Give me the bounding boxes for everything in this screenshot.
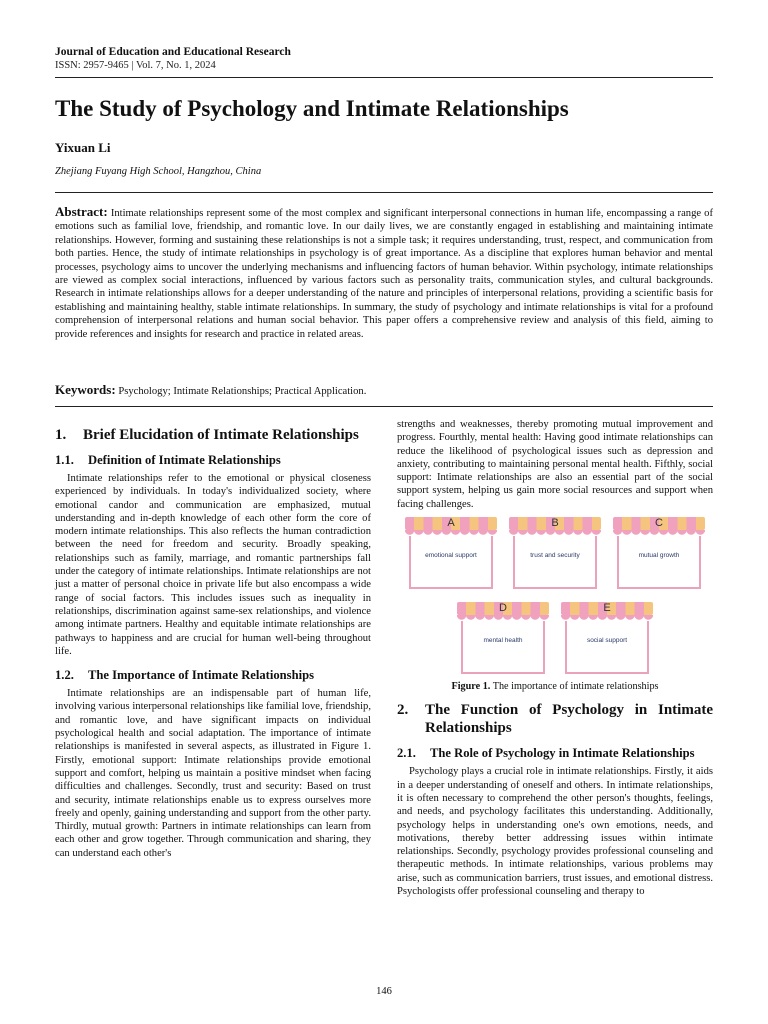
journal-header <box>55 45 713 72</box>
author-affiliation: Zhejiang Fuyang High School, Hangzhou, China <box>55 166 262 177</box>
figure-booth-b-label: trust and security <box>530 552 580 560</box>
keywords <box>55 382 713 398</box>
section-2-1-title: The Role of Psychology in Intimate Relationships <box>430 746 695 761</box>
figure-booth-d-label: mental health <box>483 637 523 645</box>
figure-1-caption <box>397 680 713 693</box>
figure-booth-a-label: emotional support <box>425 552 477 560</box>
figure-booth-a-letter: A <box>447 517 455 530</box>
section-1-2-text: Intimate relationships are an indispensable part of human life, involving various interpersonal relationships like familial love, friendship, and romantic love, and have significant impacts on individual psychological health and social adaptation. The importance of intimate relationships is manifested in several aspects, as illustrated in Figure 1. Firstly, emotional support: Intimate relationships provide emotional support and comfort, helping us maintain a positive mindset when facing difficulties and challenges. Secondly, trust and security: Based on trust and security, intimate relationships enable us to express ourselves more freely and openly, gaining understanding and support from the other party. Thirdly, mutual growth: Partners in intimate relationships can learn from each other and grow together. Through communication and sharing, they can understand each other's <box>55 688 371 859</box>
figure-1 <box>397 517 713 677</box>
figure-booth-b <box>509 517 601 590</box>
abstract-text: Intimate relationships represent some of the most complex and significant interpersonal connections in human life, encompassing a range of emotions such as familial love, friendship, and romantic love. In our daily lives, we are constantly engaged in establishing and maintaining intimate relationships. However, forming and sustaining these relationships is not a simple task; it requires understanding, trust, respect, and communication from both parties. Hence, the study of intimate relationships in psychology is of great importance. As a discipline that explores human behavior and mental processes, psychology aims to uncover the underlying mechanisms and influencing factors of human behavior. Within psychology, intimate relationships are viewed as complex social interactions, influenced by various factors such as personality traits, communication styles, and cultural backgrounds. Research in intimate relationships allows for a deeper understanding of the nature and principles of interpersonal relations, providing a scientific basis for establishing and maintaining healthy, stable intimate relationships. In summary, the study of psychology and intimate relationships is vital for a profound comprehension of interpersonal relations and human social behavior. This paper offers a comprehensive review and analysis of this field, aiming to provide references and insights for research and practice in related areas. <box>55 208 713 340</box>
keywords-divider <box>55 406 713 407</box>
figure-booth-e-letter: E <box>603 602 611 615</box>
figure-booth-c <box>613 517 705 590</box>
header-divider <box>55 77 713 78</box>
section-1-2-text-continued: strengths and weaknesses, thereby promoting mutual improvement and progress. Fourthly, mental health: Having good intimate relationships can reduce the likelihood of psychological issues such as depression and anxiety, contributing to maintaining personal mental health. Fifthly, social support: Intimate relationships are also an essential part of the social support system, helping us gain more social resources and support when facing challenges. <box>397 419 713 510</box>
section-1-number: 1. <box>55 427 67 443</box>
section-1-title: Brief Elucidation of Intimate Relationships <box>83 427 359 443</box>
section-1-heading <box>55 426 371 444</box>
section-2-heading <box>397 701 713 737</box>
right-column <box>397 418 713 898</box>
section-1-2-title: The Importance of Intimate Relationships <box>88 668 314 683</box>
figure-booth-c-label: mutual growth <box>638 552 680 560</box>
figure-caption-text: The importance of intimate relationships <box>492 681 659 693</box>
figure-booth-e <box>561 602 653 675</box>
section-2-title: The Function of Psychology in Intimate Relationships <box>425 702 713 737</box>
figure-booth-a <box>405 517 497 590</box>
title-divider <box>55 192 713 193</box>
figure-booth-b-letter: B <box>551 517 559 530</box>
keywords-label: Keywords: <box>55 382 116 397</box>
left-column <box>55 426 371 860</box>
section-2-1-number: 2.1. <box>397 746 416 761</box>
abstract <box>55 205 713 341</box>
abstract-label: Abstract: <box>55 204 108 219</box>
figure-booth-c-letter: C <box>655 517 663 530</box>
section-1-2-number: 1.2. <box>55 668 74 683</box>
figure-booth-e-label: social support <box>586 637 628 645</box>
section-1-2-heading <box>55 667 371 683</box>
section-1-1-text: Intimate relationships refer to the emotional or physical closeness experienced by individuals. In today's individualized society, where emotional candor and communication are emphasized, mutual understanding and in-depth knowledge of each other form the core of modern intimate relationships. This also reflects the human contradiction between the need for freedom and security. Broadly speaking, relationships such as family, marriage, and romantic partnerships fall under the category of intimate relationships. Intimate relationships are not just a matter of personal choice in private life but also encompass a wide range of social factors. This includes issues such as inequality in relationships, discrimination against same-sex relationships, and violence among intimate partners. Healthy and equitable intimate relationships are pathways to happiness and are crucial for human well-being throughout life. <box>55 473 371 657</box>
section-2-1-text: Psychology plays a crucial role in intimate relationships. Firstly, it aids in a deeper understanding of oneself and others. In intimate relationships, it is often necessary to comprehend the other person's thoughts, feelings, and needs, and psychology facilitates this understanding. Additionally, psychology helps in understanding one's own emotions, needs, and motivations, thereby better addressing issues within intimate relationships. Secondly, psychology provides professional counseling and therapeutic methods. In intimate relationships, various problems may arise, such as communication barriers, trust issues, and emotional distress. Psychologists offer professional counseling and therapy to <box>397 766 713 898</box>
paper-title: The Study of Psychology and Intimate Relationships <box>55 96 569 121</box>
figure-booth-d-letter: D <box>499 602 507 615</box>
section-1-1-number: 1.1. <box>55 453 74 467</box>
page-number: 146 <box>376 986 392 997</box>
section-1-1-heading <box>55 452 371 468</box>
figure-caption-label: Figure 1. <box>451 681 491 693</box>
journal-name: Journal of Education and Educational Research <box>55 46 291 58</box>
section-2-1-heading <box>397 745 713 761</box>
author-name: Yixuan Li <box>55 140 111 155</box>
keywords-text: Psychology; Intimate Relationships; Practical Application. <box>118 386 367 397</box>
section-1-1-title: Definition of Intimate Relationships <box>88 453 281 467</box>
journal-issn: ISSN: 2957-9465 | Vol. 7, No. 1, 2024 <box>55 60 216 71</box>
section-2-number: 2. <box>397 702 409 719</box>
figure-booth-d <box>457 602 549 675</box>
